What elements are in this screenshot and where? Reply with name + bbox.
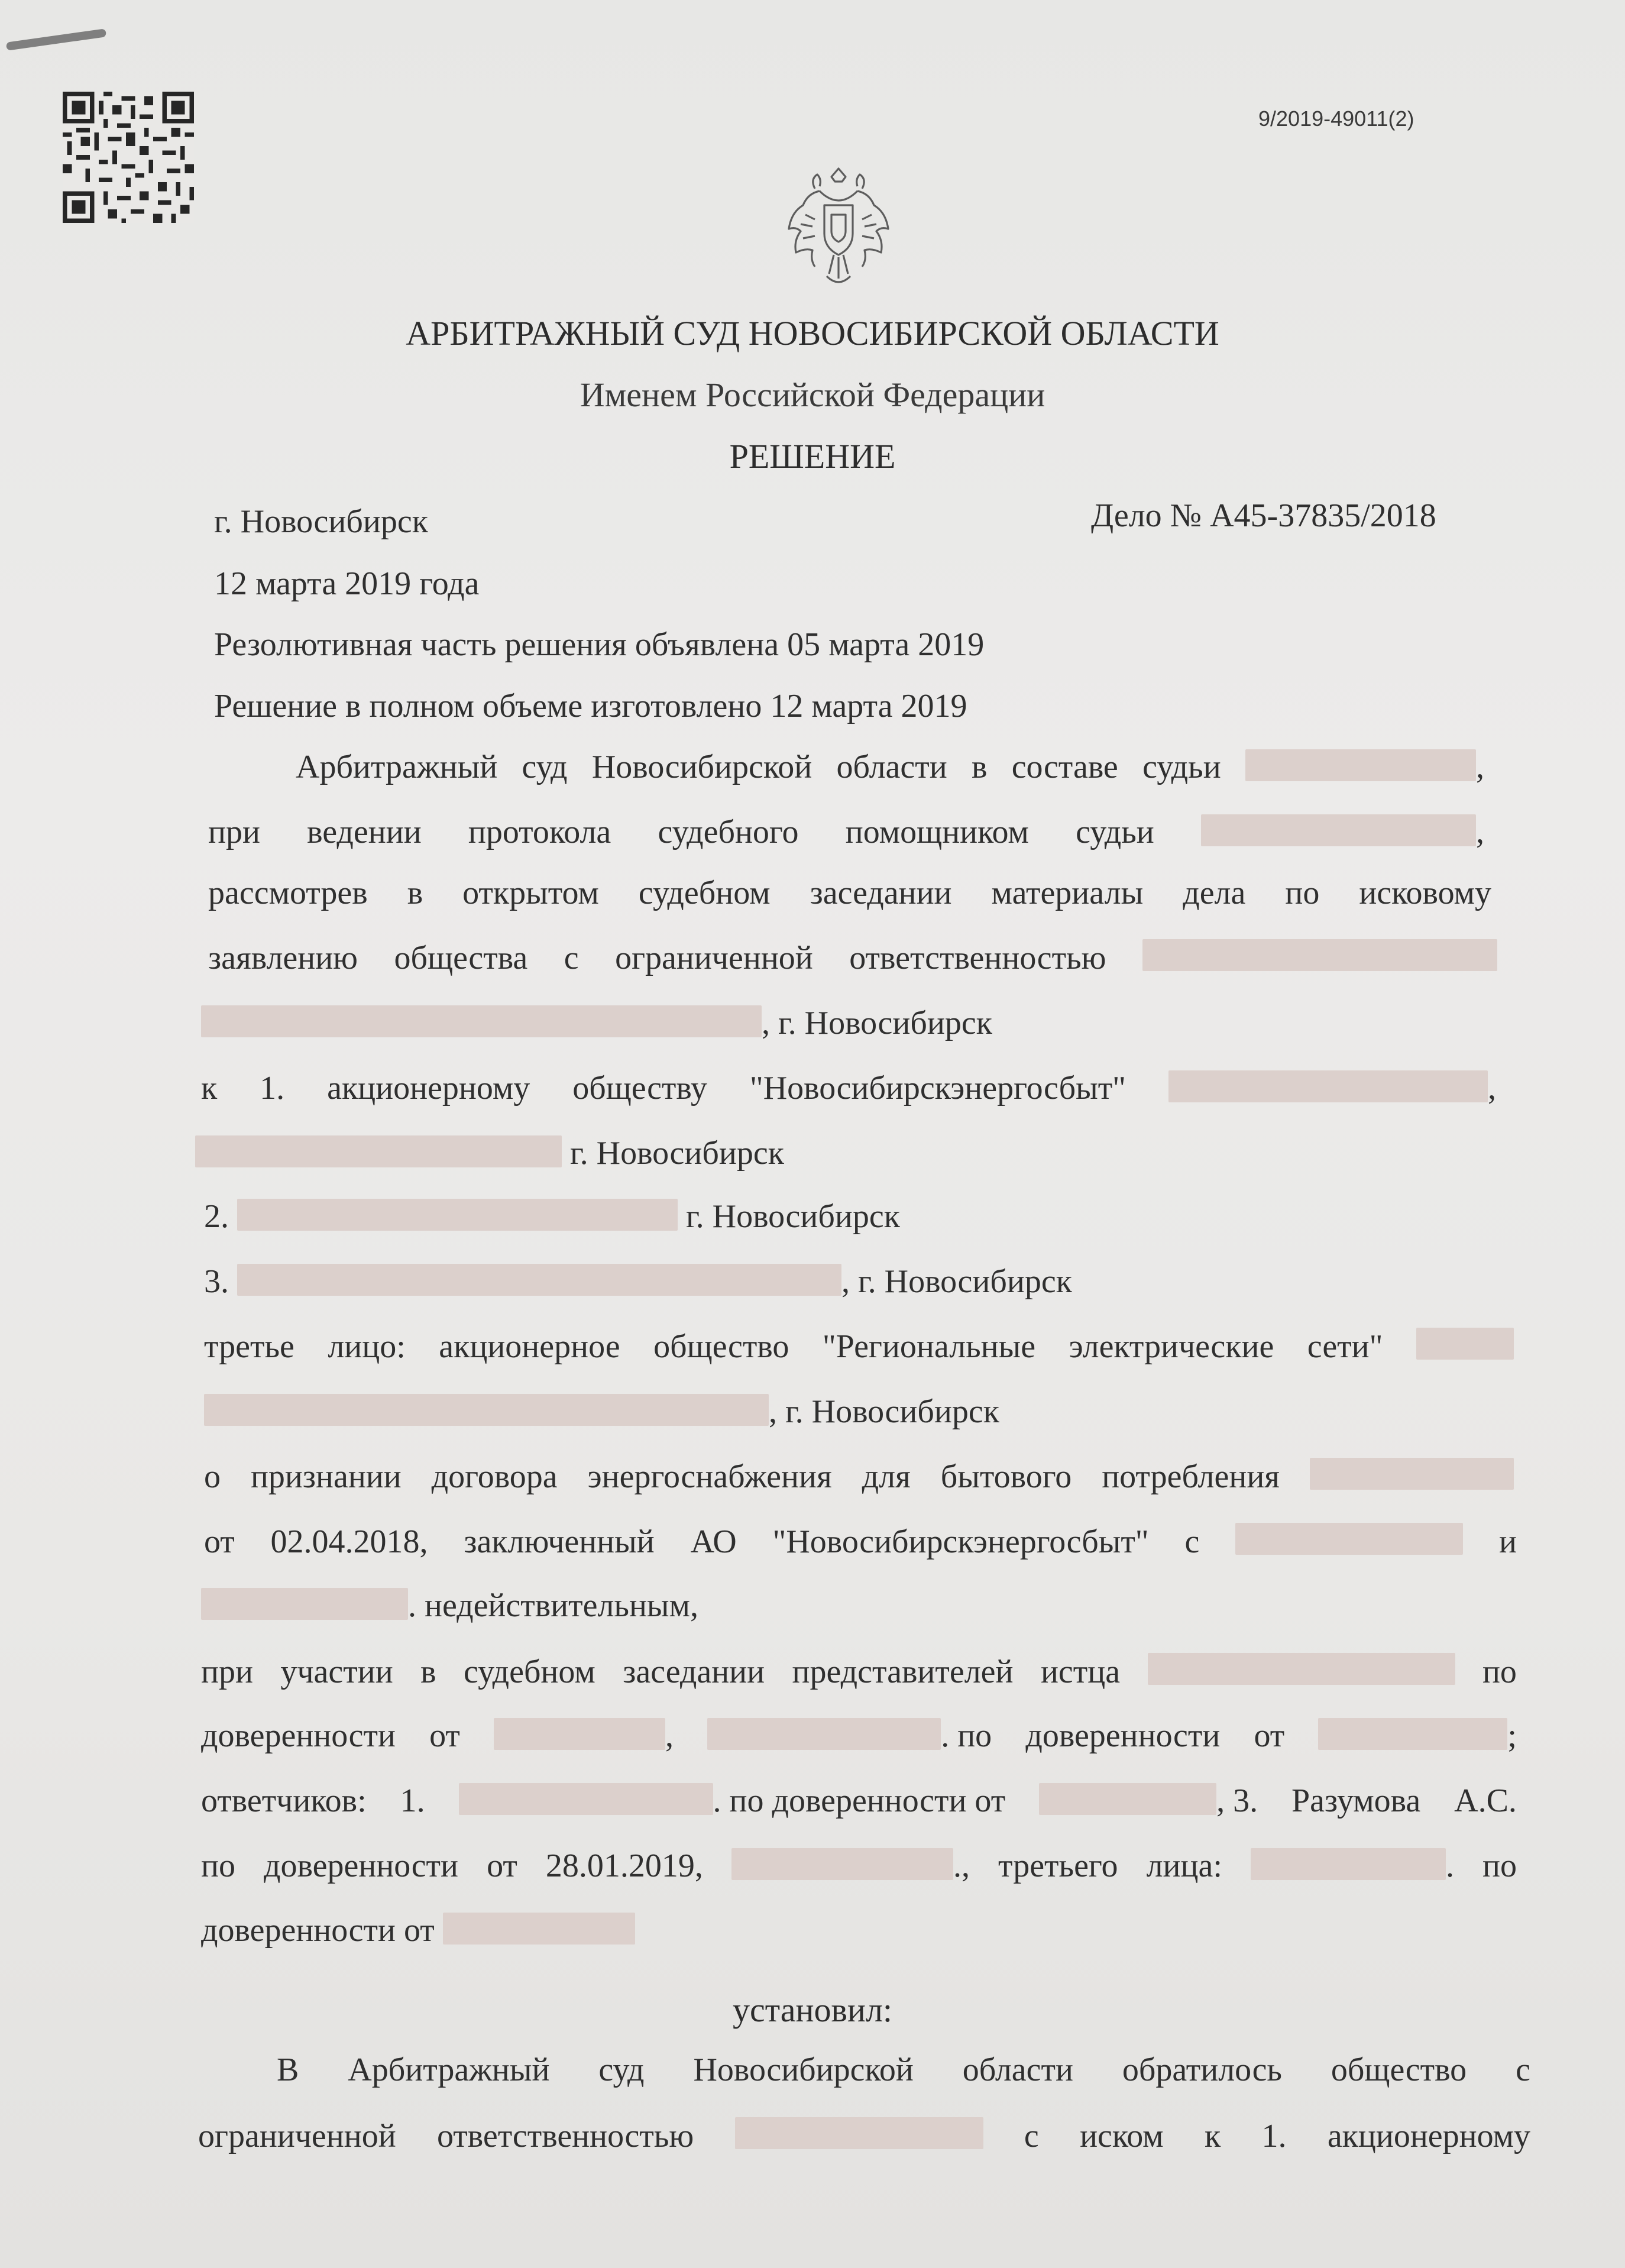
- full-text-line: Решение в полном объеме изготовлено 12 марта 2019: [214, 688, 967, 724]
- redaction: [1416, 1328, 1514, 1360]
- qr-code-icon: [59, 92, 198, 223]
- body-line-1: Арбитражный суд Новосибирской области в составе судьи ,: [296, 749, 1484, 785]
- body-line-5: , г. Новосибирск: [201, 1004, 992, 1042]
- pen-mark: [6, 28, 106, 51]
- body-line-7: г. Новосибирск: [195, 1134, 784, 1172]
- redaction: [1310, 1458, 1514, 1490]
- document-title: РЕШЕНИЕ: [729, 437, 896, 475]
- in-the-name-line: Именем Российской Федерации: [580, 376, 1045, 414]
- redaction: [707, 1718, 941, 1750]
- body-line-18: по доверенности от 28.01.2019, ., третьего лица: . по: [201, 1848, 1517, 1884]
- body-line-11: , г. Новосибирск: [204, 1393, 999, 1431]
- court-name: АРБИТРАЖНЫЙ СУД НОВОСИБИРСКОЙ ОБЛАСТИ: [406, 314, 1219, 352]
- body-line-10: третье лицо: акционерное общество "Региональные электрические сети": [204, 1328, 1514, 1366]
- redaction: [237, 1264, 841, 1296]
- body-line-19: доверенности от: [201, 1911, 635, 1949]
- body-line-14: . недействительным,: [201, 1587, 698, 1625]
- redaction: [204, 1394, 769, 1426]
- body-line-17: ответчиков: 1. . по доверенности от , 3. Разумова А.С.: [201, 1782, 1517, 1819]
- redaction: [1148, 1653, 1455, 1685]
- redaction: [1039, 1783, 1216, 1815]
- body-line-21: ограниченной ответственностью с иском к 1. акционерному: [198, 2118, 1530, 2154]
- redaction: [1201, 814, 1476, 846]
- body-line-15: при участии в судебном заседании представителей истца по: [201, 1654, 1517, 1690]
- case-number: Дело № А45-37835/2018: [1091, 497, 1436, 534]
- body-line-2: при ведении протокола судебного помощником судьи ,: [208, 814, 1484, 850]
- body-line-6: к 1. акционерному обществу "Новосибирскэнергосбыт" ,: [201, 1070, 1496, 1107]
- redaction: [1318, 1718, 1507, 1750]
- redaction: [459, 1783, 713, 1815]
- body-line-9: 3. , г. Новосибирск: [204, 1263, 1072, 1300]
- established-heading: установил:: [732, 1991, 893, 2029]
- operative-part-line: Резолютивная часть решения объявлена 05 марта 2019: [214, 626, 985, 663]
- body-line-20: В Арбитражный суд Новосибирской области обратилось общество с: [277, 2052, 1530, 2088]
- redaction: [1168, 1070, 1488, 1102]
- redaction: [494, 1718, 665, 1750]
- redaction: [731, 1848, 953, 1880]
- redaction: [237, 1199, 678, 1231]
- decision-date: 12 марта 2019 года: [214, 565, 480, 602]
- coat-of-arms-icon: [779, 164, 898, 296]
- redaction: [201, 1588, 408, 1620]
- redaction: [735, 2117, 983, 2149]
- body-line-4: заявлению общества с ограниченной ответственностью: [208, 939, 1497, 977]
- body-line-8: 2. г. Новосибирск: [204, 1198, 900, 1235]
- body-line-13: от 02.04.2018, заключенный АО "Новосибирскэнергосбыт" с и: [204, 1523, 1517, 1560]
- document-code: 9/2019-49011(2): [1258, 106, 1414, 131]
- redaction: [1245, 749, 1476, 781]
- redaction: [195, 1135, 562, 1167]
- redaction: [201, 1005, 762, 1037]
- redaction: [1235, 1523, 1463, 1555]
- redaction: [443, 1913, 635, 1945]
- redaction: [1251, 1848, 1446, 1880]
- body-line-12: о признании договора энергоснабжения для бытового потребления: [204, 1458, 1514, 1496]
- body-line-16: доверенности от , . по доверенности от ;: [201, 1717, 1517, 1754]
- redaction: [1142, 939, 1497, 971]
- city: г. Новосибирск: [214, 503, 428, 540]
- body-line-3: рассмотрев в открытом судебном заседании материалы дела по исковому: [208, 875, 1491, 911]
